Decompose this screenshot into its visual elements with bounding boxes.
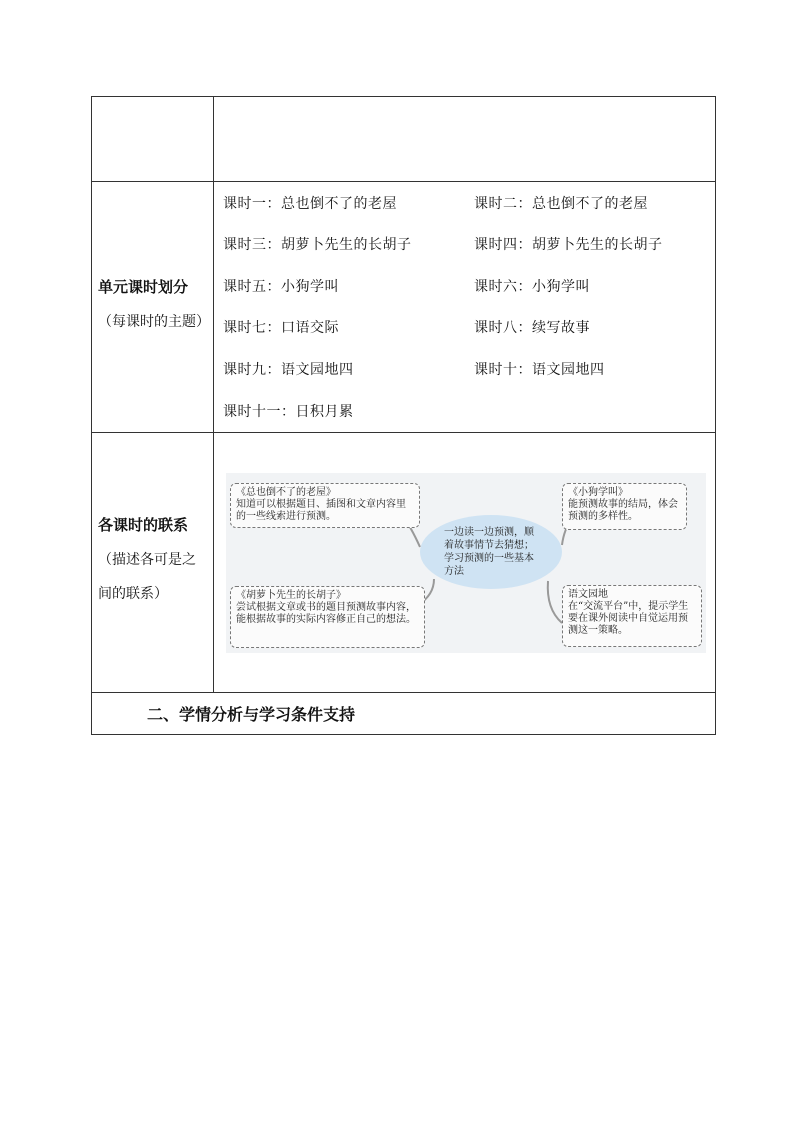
center-topic — [420, 515, 562, 589]
lesson-list — [214, 182, 715, 432]
table-row-lessons — [92, 182, 716, 433]
lessons-content-cell — [214, 182, 716, 433]
center-topic-text: 一边读一边预测，顺着故事情节去猜想；学习预测的一些基本方法 — [444, 526, 534, 577]
lesson-item: 课时八：续写故事 — [474, 320, 590, 336]
node-title: 语文园地 — [568, 588, 608, 600]
table-row-section-title — [92, 693, 716, 735]
section-title-cell — [92, 693, 716, 735]
lessons-label-cell — [92, 182, 214, 433]
empty-content-cell — [214, 97, 716, 182]
links-label-cell — [92, 433, 214, 693]
mind-map — [226, 473, 706, 653]
lesson-item: 课时七：口语交际 — [223, 320, 339, 336]
section-title: 二、学情分析与学习条件支持 — [147, 705, 356, 724]
node-title: 《胡萝卜先生的长胡子》 — [236, 589, 346, 601]
links-sublabel: （描述各可是之间的联系） — [98, 552, 196, 602]
table-row-empty — [92, 97, 716, 182]
lesson-item: 课时十：语文园地四 — [474, 362, 605, 378]
lesson-item: 课时九：语文园地四 — [223, 362, 354, 378]
table-row-links — [92, 433, 716, 693]
empty-label-cell — [92, 97, 214, 182]
node-text: 尝试根据文章或书的题目预测故事内容，能根据故事的实际内容修正自己的想法。 — [236, 601, 416, 625]
node-text: 在“交流平台”中，提示学生要在课外阅读中自觉运用预测这一策略。 — [568, 600, 689, 636]
lesson-item: 课时四：胡萝卜先生的长胡子 — [474, 237, 663, 253]
lesson-item: 课时五：小狗学叫 — [223, 279, 339, 295]
lesson-item: 课时十一：日积月累 — [223, 404, 354, 420]
node-text: 能预测故事的结局，体会预测的多样性。 — [568, 498, 678, 522]
lesson-item: 课时六：小狗学叫 — [474, 279, 590, 295]
connector-bottom-right — [548, 581, 562, 623]
lesson-item: 课时三：胡萝卜先生的长胡子 — [223, 237, 412, 253]
lessons-sublabel: （每课时的主题） — [98, 313, 210, 330]
node-title: 《小狗学叫》 — [568, 486, 628, 498]
lessons-label: 单元课时划分 — [98, 277, 189, 296]
node-puppy — [562, 483, 687, 530]
links-label: 各课时的联系 — [98, 516, 189, 534]
node-title: 《总也倒不了的老屋》 — [236, 486, 336, 498]
design-table — [91, 96, 716, 735]
lesson-item: 课时一：总也倒不了的老屋 — [223, 196, 397, 212]
lesson-item: 课时二：总也倒不了的老屋 — [474, 196, 648, 212]
node-old-house — [230, 483, 420, 528]
node-carrot-beard — [230, 586, 425, 648]
node-text: 知道可以根据题目、插图和文章内容里的一些线索进行预测。 — [236, 498, 406, 522]
links-content-cell — [214, 433, 716, 693]
node-chinese-garden — [562, 585, 702, 647]
